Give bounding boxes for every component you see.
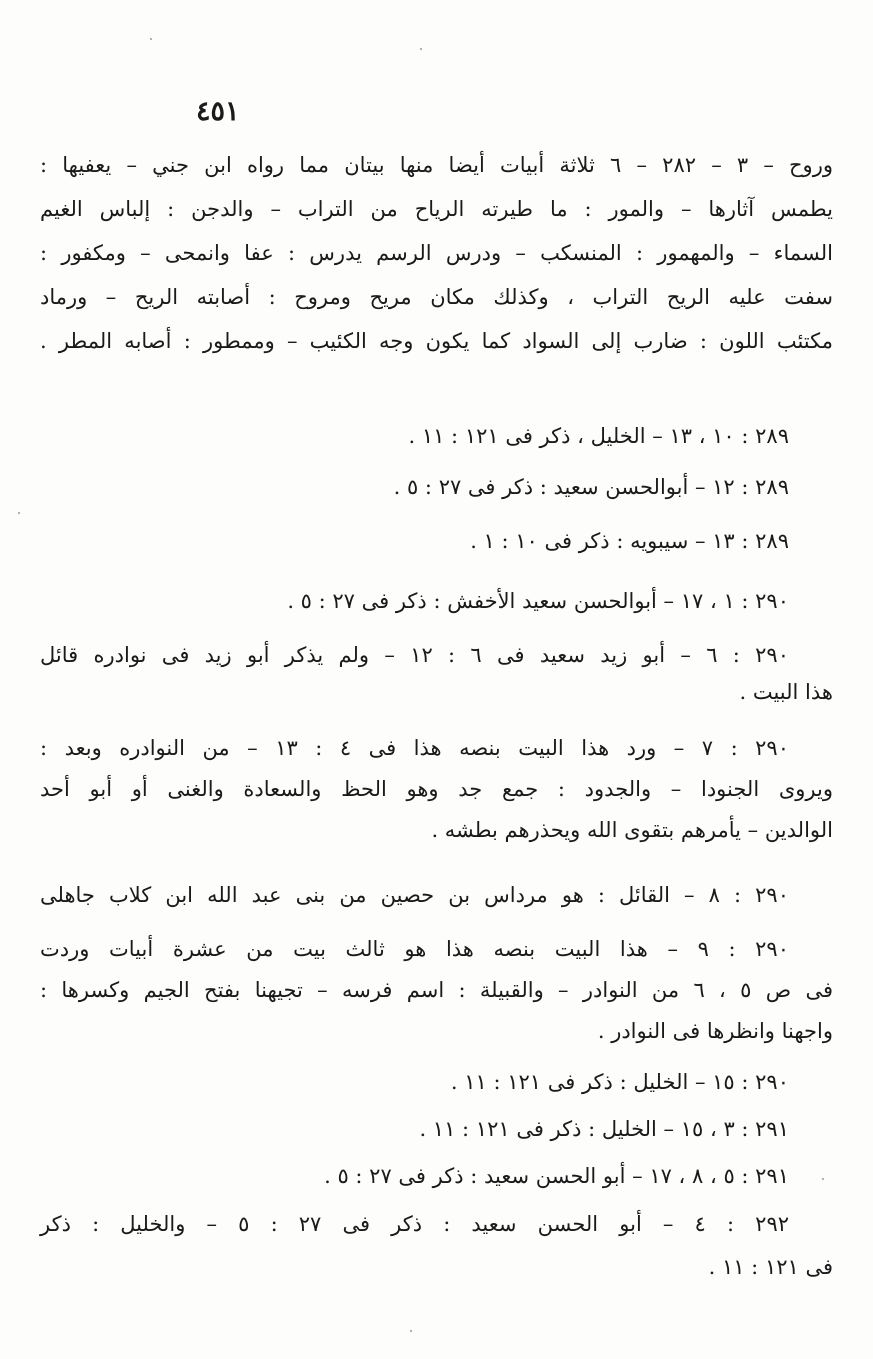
entry-line: ٢٩٠ : ١ ، ١٧ – أبوالحسن سعيد الأخفش : ذكر فى ٢٧ : ٥ . xyxy=(287,589,789,613)
scan-speck xyxy=(822,1178,824,1180)
scan-speck xyxy=(410,1330,412,1332)
entry-line: ٢٨٩ : ١٣ – سيبويه : ذكر فى ١٠ : ١ . xyxy=(470,529,789,553)
text-line: السماء – والمهمور : المنسكب – ودرس الرسم يدرس : عفا وانمحى – ومكفور : xyxy=(40,241,833,265)
text-line: هذا البيت . xyxy=(739,680,833,704)
entry-line: ٢٩١ : ٣ ، ١٥ – الخليل : ذكر فى ١٢١ : ١١ . xyxy=(419,1117,789,1141)
entry-line: ٢٩٠ : ١٥ – الخليل : ذكر فى ١٢١ : ١١ . xyxy=(450,1070,789,1094)
text-line: واجهنا وانظرها فى النوادر . xyxy=(597,1019,833,1043)
entry-line: ٢٩٠ : ٧ – ورد هذا البيت بنصه هذا فى ٤ : ١٣ – من النوادره وبعد : xyxy=(40,736,789,760)
page-number: ٤٥١ xyxy=(196,96,240,127)
text-line: مكتئب اللون : ضارب إلى السواد كما يكون وجه الكئيب – وممطور : أصابه المطر . xyxy=(40,329,833,353)
scan-speck xyxy=(420,48,422,50)
text-line: فى ص ٥ ، ٦ من النوادر – والقبيلة : اسم فرسه – تجيهنا بفتح الجيم وكسرها : xyxy=(40,978,833,1002)
entry-line: ٢٨٩ : ١٠ ، ١٣ – الخليل ، ذكر فى ١٢١ : ١١ . xyxy=(408,424,789,448)
entry-line: ٢٩٢ : ٤ – أبو الحسن سعيد : ذكر فى ٢٧ : ٥ – والخليل : ذكر xyxy=(40,1212,790,1236)
scan-speck xyxy=(18,512,20,514)
scan-speck xyxy=(150,38,152,40)
entry-line: ٢٨٩ : ١٢ – أبوالحسن سعيد : ذكر فى ٢٧ : ٥ . xyxy=(393,475,789,499)
text-line: ويروى الجنودا – والجدود : جمع جد وهو الحظ والسعادة والغنى أو أبو أحد xyxy=(40,777,833,801)
entry-line: ٢٩١ : ٥ ، ٨ ، ١٧ – أبو الحسن سعيد : ذكر فى ٢٧ : ٥ . xyxy=(324,1164,789,1188)
entry-line: ٢٩٠ : ٨ – القائل : هو مرداس بن حصين من بنى عبد الله ابن كلاب جاهلى xyxy=(40,883,789,907)
text-line: يطمس آثارها – والمور : ما طيرته الرياح من التراب – والدجن : إلباس الغيم xyxy=(40,197,833,221)
text-line: الوالدين – يأمرهم بتقوى الله ويحذرهم بطشه . xyxy=(431,818,833,842)
text-line: سفت عليه الريح التراب ، وكذلك مكان مريح ومروح : أصابته الريح – ورماد xyxy=(40,285,833,309)
entry-line: ٢٩٠ : ٩ – هذا البيت بنصه هذا هو ثالث بيت من عشرة أبيات وردت xyxy=(40,937,789,961)
text-line: فى ١٢١ : ١١ . xyxy=(708,1255,833,1279)
text-line: وروح – ٣ – ٢٨٢ – ٦ ثلاثة أبيات أيضا منها بيتان مما رواه ابن جني – يعفيها : xyxy=(40,153,833,177)
entry-line: ٢٩٠ : ٦ – أبو زيد سعيد فى ٦ : ١٢ – ولم يذكر أبو زيد فى نوادره قائل xyxy=(40,643,789,667)
